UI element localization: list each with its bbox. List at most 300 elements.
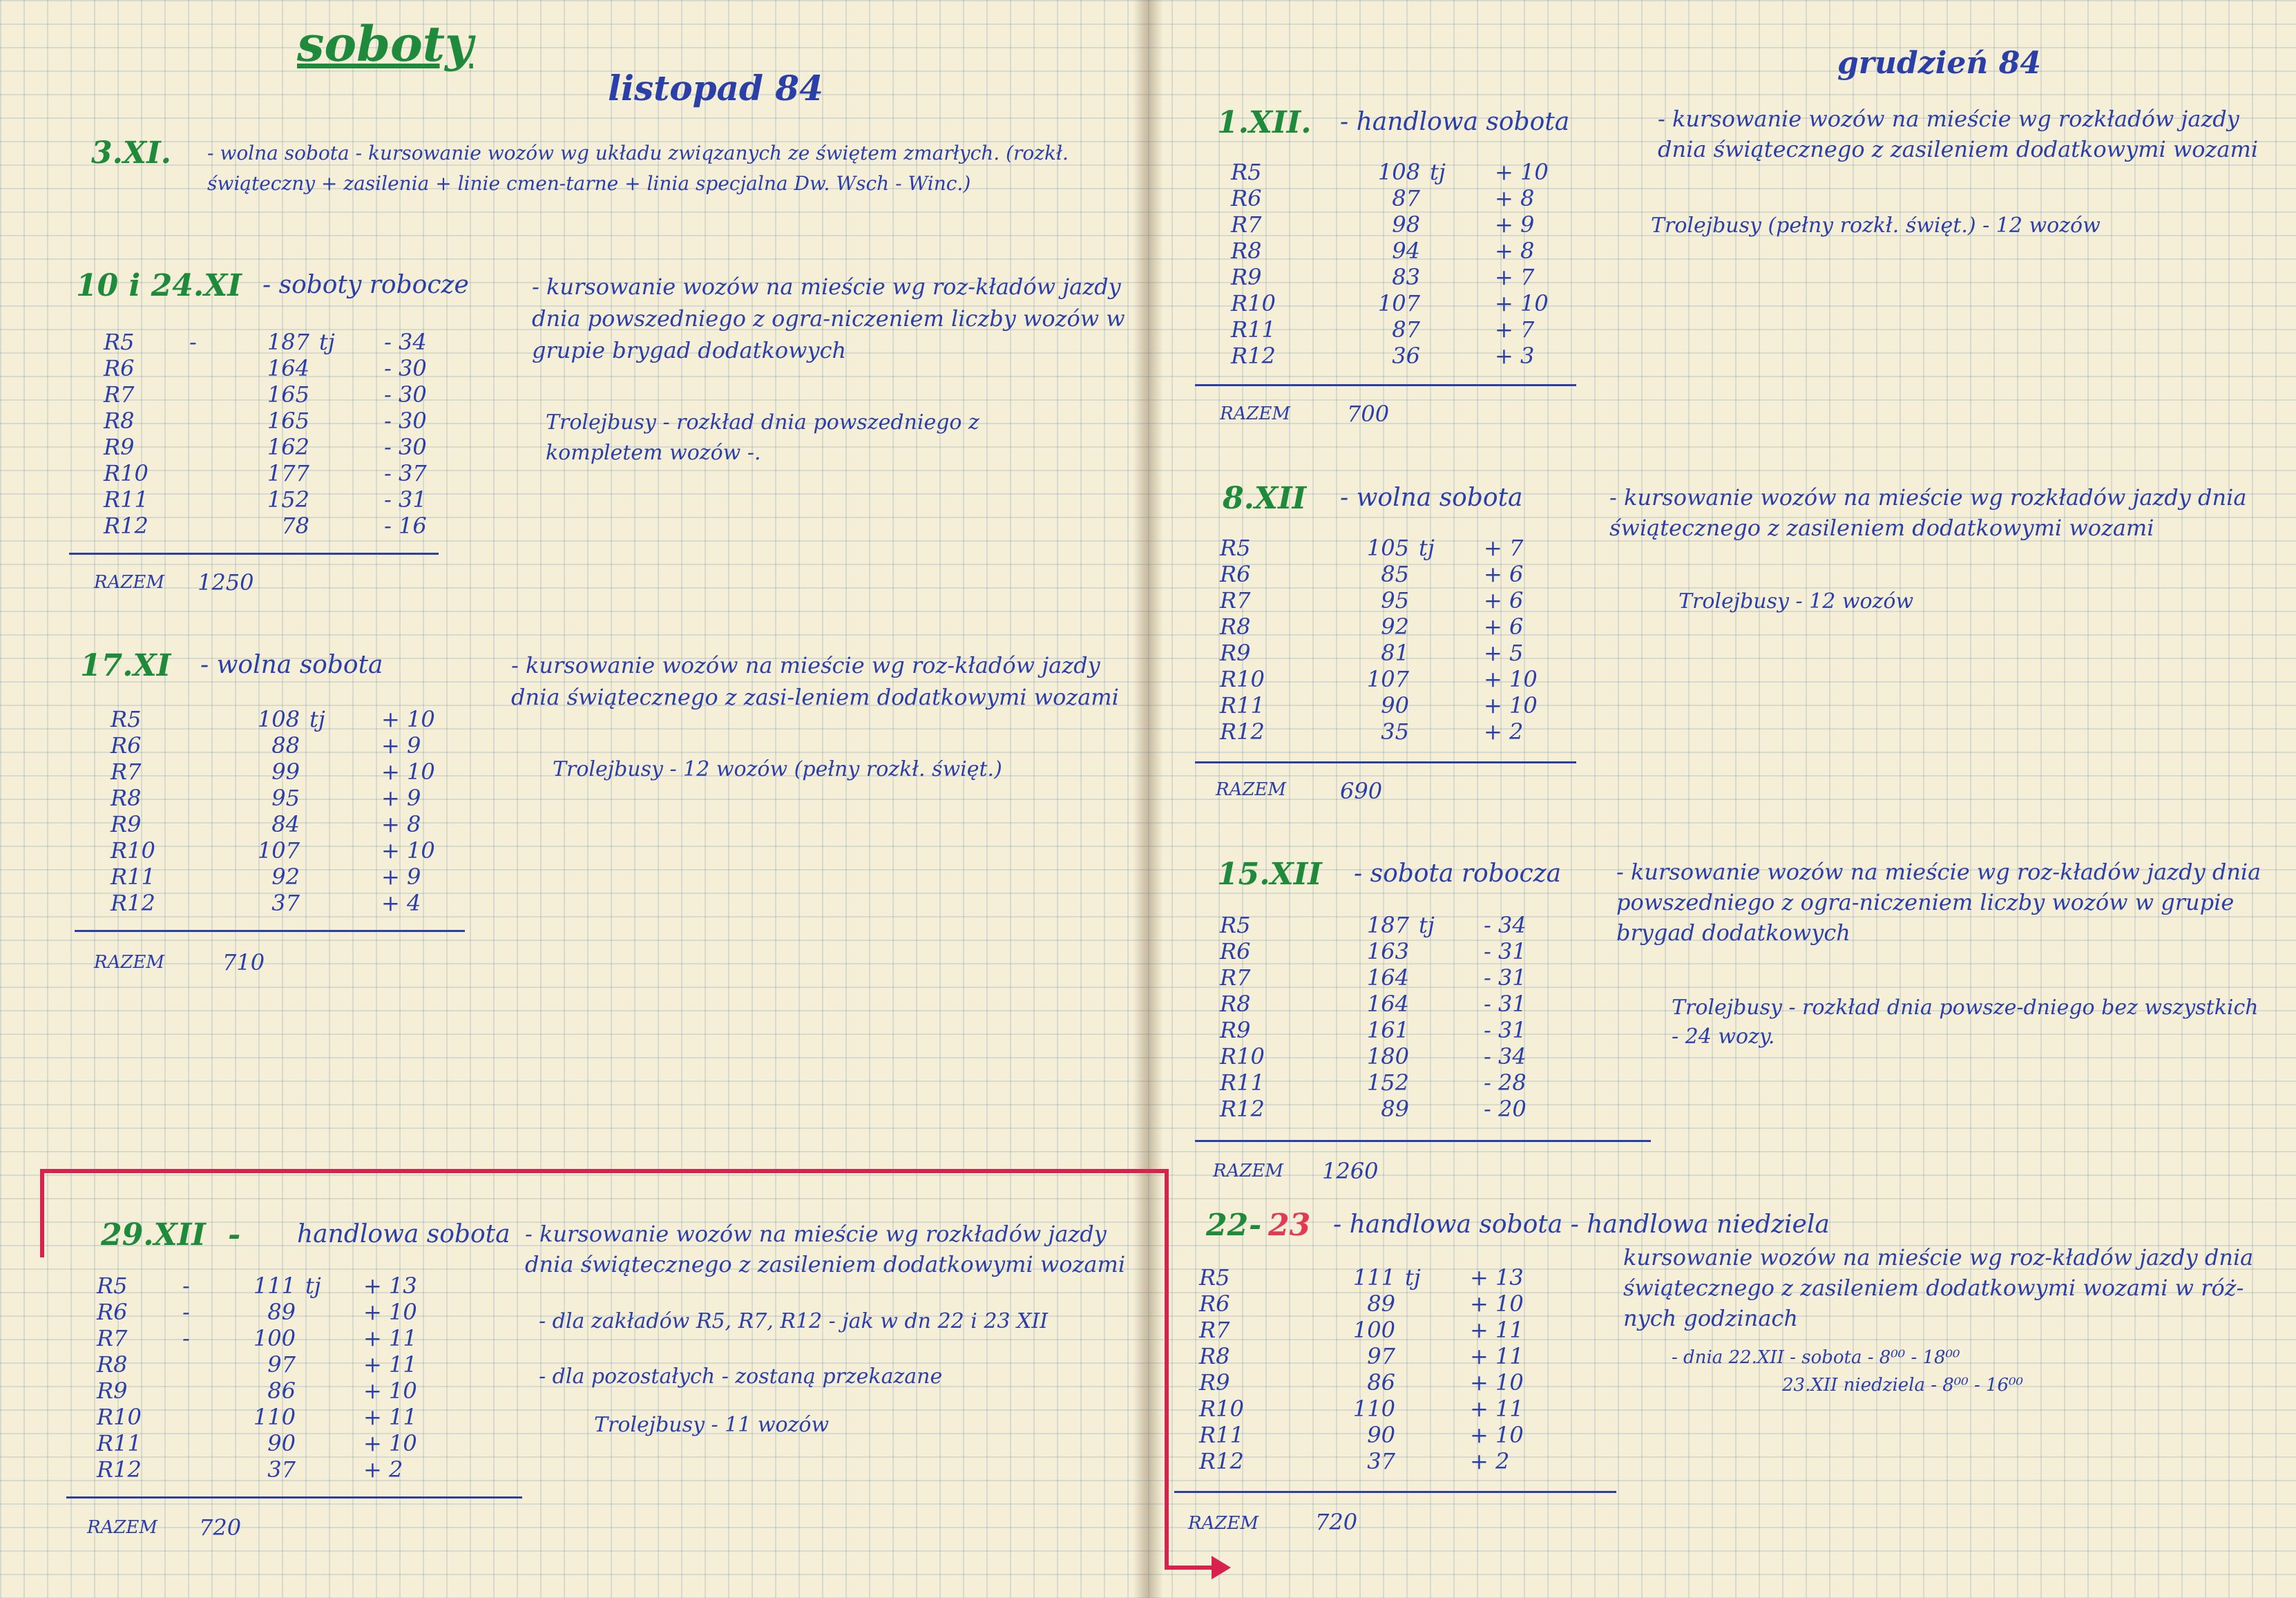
table-row bbox=[104, 434, 456, 460]
date-3-xi: 3.XI. bbox=[91, 135, 171, 171]
table-row bbox=[104, 381, 456, 408]
table-rule bbox=[75, 930, 465, 932]
cell-d: - 28 bbox=[1484, 1069, 1527, 1096]
cell-r: R11 bbox=[1231, 316, 1276, 343]
cell-r: R5 bbox=[104, 329, 135, 355]
cell-tj bbox=[1419, 1017, 1484, 1043]
page-title: soboty bbox=[297, 15, 473, 73]
month-heading-november: listopad 84 bbox=[608, 68, 823, 108]
cell-d: + 10 bbox=[1495, 290, 1549, 316]
trolley-10-24-xi: Trolejbusy - rozkład dnia powszedniego z kompletem wozów -. bbox=[546, 410, 979, 465]
table-row bbox=[111, 811, 460, 837]
table-29-xii bbox=[97, 1273, 442, 1483]
cell-r: R6 bbox=[1220, 938, 1251, 964]
cell-d: + 11 bbox=[363, 1325, 417, 1351]
note-22-23: kursowanie wozów na mieście wg roz-kładów jazdy dnia świątecznego z zasileniem dodatkowymi wozami w róż-nych godzinach bbox=[1623, 1244, 2254, 1331]
total-label: RAZEM bbox=[87, 1517, 158, 1538]
cell-d: - 30 bbox=[384, 355, 427, 381]
cell-d: + 11 bbox=[1470, 1343, 1524, 1369]
table-row bbox=[1220, 1069, 1562, 1096]
cell-tj bbox=[309, 811, 381, 837]
table-row bbox=[1220, 613, 1556, 640]
cell-d: - 31 bbox=[1484, 964, 1527, 991]
cell-r: R9 bbox=[1220, 1017, 1251, 1043]
cell-n: 107 bbox=[1366, 666, 1409, 692]
cell-tj bbox=[1405, 1422, 1470, 1448]
cell-dash bbox=[189, 486, 233, 513]
cell-n: 162 bbox=[267, 434, 309, 460]
table-row bbox=[1231, 343, 1567, 369]
cell-r: R5 bbox=[1220, 912, 1251, 938]
cell-tj bbox=[319, 408, 384, 434]
table-row bbox=[1199, 1448, 1549, 1474]
cell-tj bbox=[309, 732, 381, 759]
table-row bbox=[97, 1273, 442, 1299]
cell-r: R5 bbox=[111, 706, 142, 732]
total-label: RAZEM bbox=[1216, 779, 1287, 800]
cell-d: - 16 bbox=[384, 513, 427, 539]
cell-r: R10 bbox=[104, 460, 149, 486]
cell-n: 180 bbox=[1366, 1043, 1409, 1069]
cell-r: R10 bbox=[1220, 1043, 1265, 1069]
cell-d: + 10 bbox=[1484, 666, 1538, 692]
note-10-24-xi: - kursowanie wozów na mieście wg roz-kładów jazdy dnia powszedniego z ogra-niczeniem liczby wozów w grupie brygad dodatkowych bbox=[532, 274, 1125, 363]
cell-tj bbox=[1419, 1043, 1484, 1069]
cell-tj bbox=[309, 759, 381, 785]
table-row bbox=[104, 408, 456, 434]
table-row bbox=[1220, 587, 1556, 613]
cell-r: R6 bbox=[97, 1299, 128, 1325]
cell-n: 177 bbox=[267, 460, 309, 486]
table-row bbox=[111, 732, 460, 759]
note-17-xi: - kursowanie wozów na mieście wg roz-kładów jazdy dnia świątecznego z zasi-leniem dodatkowymi wozami bbox=[511, 652, 1119, 710]
cell-tj bbox=[319, 486, 384, 513]
cell-n: 89 bbox=[267, 1299, 296, 1325]
cell-r: R11 bbox=[1220, 1069, 1265, 1096]
cell-dash bbox=[189, 434, 233, 460]
cell-dash bbox=[182, 1456, 220, 1483]
total-value: 710 bbox=[222, 949, 265, 976]
note-29-xii: - kursowanie wozów na mieście wg rozkładów jazdy dnia świątecznego z zasileniem dodatkowymi wozami bbox=[525, 1221, 1126, 1277]
table-row bbox=[1220, 561, 1556, 587]
red-bracket-left bbox=[40, 1169, 44, 1257]
cell-n: 90 bbox=[1367, 1422, 1395, 1448]
cell-n: 164 bbox=[1366, 964, 1409, 991]
bullet-29-xii-2: - dla pozostałych - zostaną przekazane bbox=[539, 1364, 943, 1389]
table-17-xi bbox=[111, 706, 460, 916]
table-row bbox=[97, 1378, 442, 1404]
cell-tj bbox=[1419, 991, 1484, 1017]
cell-r: R9 bbox=[97, 1378, 128, 1404]
note-8-xii: - kursowanie wozów na mieście wg rozkładów jazdy dnia świątecznego z zasileniem dodatkowymi wozami bbox=[1609, 484, 2247, 541]
table-row bbox=[1220, 1096, 1562, 1122]
cell-tj bbox=[1430, 211, 1495, 238]
note-1-xii: - kursowanie wozów na mieście wg rozkładów jazdy dnia świątecznego z zasileniem dodatkowymi wozami bbox=[1658, 106, 2259, 162]
cell-d: + 11 bbox=[1470, 1396, 1524, 1422]
table-row bbox=[1220, 938, 1562, 964]
cell-r: R12 bbox=[1231, 343, 1276, 369]
cell-r: R10 bbox=[111, 837, 155, 864]
table-row bbox=[1199, 1291, 1549, 1317]
cell-n: 85 bbox=[1381, 561, 1409, 587]
table-row bbox=[104, 460, 456, 486]
cell-r: R12 bbox=[1199, 1448, 1244, 1474]
table-row bbox=[111, 785, 460, 811]
cell-n: 90 bbox=[267, 1430, 296, 1456]
cell-tj bbox=[305, 1325, 363, 1351]
cell-tj bbox=[309, 864, 381, 890]
label-8-xii: - wolna sobota bbox=[1340, 484, 1523, 512]
cell-r: R8 bbox=[97, 1351, 128, 1378]
cell-dash: - bbox=[182, 1273, 190, 1299]
cell-tj bbox=[1430, 316, 1495, 343]
cell-tj bbox=[1419, 1069, 1484, 1096]
cell-tj bbox=[1419, 964, 1484, 991]
cell-tj bbox=[1419, 613, 1484, 640]
total-value: 700 bbox=[1347, 401, 1390, 427]
cell-d: - 30 bbox=[384, 381, 427, 408]
cell-r: R12 bbox=[1220, 1096, 1265, 1122]
cell-r: R7 bbox=[111, 759, 142, 785]
cell-tj bbox=[305, 1378, 363, 1404]
cell-d: + 7 bbox=[1484, 535, 1524, 561]
cell-n: 98 bbox=[1392, 211, 1420, 238]
total-value: 1260 bbox=[1322, 1158, 1379, 1184]
cell-d: + 9 bbox=[381, 732, 421, 759]
cell-n: 165 bbox=[267, 408, 309, 434]
cell-dash: - bbox=[182, 1325, 190, 1351]
cell-tj bbox=[305, 1430, 363, 1456]
table-row bbox=[111, 759, 460, 785]
table-row bbox=[1231, 316, 1567, 343]
label-22-23: - handlowa sobota - handlowa niedziela bbox=[1333, 1210, 1830, 1239]
cell-r: R7 bbox=[1220, 964, 1251, 991]
date-17-xi: 17.XI bbox=[80, 648, 171, 683]
cell-n: 83 bbox=[1392, 264, 1420, 290]
cell-n: 108 bbox=[1377, 159, 1420, 185]
cell-tj bbox=[1405, 1369, 1470, 1396]
date-sep: - bbox=[1249, 1208, 1262, 1243]
date-10-24-xi: 10 i 24.XI bbox=[76, 268, 242, 303]
table-row bbox=[97, 1430, 442, 1456]
table-row bbox=[1220, 912, 1562, 938]
cell-n: 84 bbox=[271, 811, 300, 837]
date-29-xii: 29.XII bbox=[101, 1217, 206, 1253]
table-row bbox=[1199, 1422, 1549, 1448]
cell-tj bbox=[1419, 666, 1484, 692]
cell-d: + 7 bbox=[1495, 264, 1535, 290]
cell-r: R5 bbox=[97, 1273, 128, 1299]
cell-dash bbox=[189, 408, 233, 434]
label-10-24-xi: - soboty robocze bbox=[262, 271, 469, 299]
table-row bbox=[1220, 1017, 1562, 1043]
cell-r: R9 bbox=[1220, 640, 1251, 666]
cell-d: + 10 bbox=[363, 1378, 417, 1404]
cell-d: - 31 bbox=[1484, 991, 1527, 1017]
table-row bbox=[104, 355, 456, 381]
cell-tj bbox=[1419, 1096, 1484, 1122]
red-bracket-top bbox=[40, 1169, 1169, 1173]
cell-tj bbox=[1419, 561, 1484, 587]
cell-n: 108 bbox=[257, 706, 300, 732]
date-22: 22 bbox=[1206, 1208, 1249, 1243]
label-29-xii: handlowa sobota bbox=[297, 1220, 510, 1248]
cell-r: R8 bbox=[111, 785, 142, 811]
cell-r: R10 bbox=[1199, 1396, 1244, 1422]
table-row bbox=[1220, 964, 1562, 991]
cell-r: R6 bbox=[104, 355, 135, 381]
cell-d: + 10 bbox=[363, 1299, 417, 1325]
cell-r: R5 bbox=[1231, 159, 1262, 185]
table-row bbox=[1231, 211, 1567, 238]
cell-d: + 10 bbox=[1470, 1291, 1524, 1317]
cell-n: 35 bbox=[1381, 719, 1409, 745]
cell-d: + 10 bbox=[1470, 1422, 1524, 1448]
cell-r: R9 bbox=[111, 811, 142, 837]
cell-n: 95 bbox=[1381, 587, 1409, 613]
cell-n: 92 bbox=[271, 864, 300, 890]
cell-n: 100 bbox=[253, 1325, 296, 1351]
cell-dash bbox=[182, 1404, 220, 1430]
bullet-29-xii-1: - dla zakładów R5, R7, R12 - jak w dn 22 i 23 XII bbox=[539, 1309, 1049, 1333]
cell-n: 110 bbox=[253, 1404, 296, 1430]
table-row bbox=[1220, 640, 1556, 666]
cell-tj: tj bbox=[305, 1273, 321, 1299]
cell-n: 107 bbox=[257, 837, 300, 864]
cell-tj bbox=[1419, 692, 1484, 719]
table-rule bbox=[1174, 1491, 1616, 1493]
cell-d: - 34 bbox=[384, 329, 427, 355]
table-row bbox=[111, 706, 460, 732]
date-23: 23 bbox=[1268, 1208, 1311, 1243]
cell-n: 92 bbox=[1381, 613, 1409, 640]
trolley-15-xii: Trolejbusy - rozkład dnia powsze-dniego bez wszystkich - 24 wozy. bbox=[1672, 996, 2259, 1049]
cell-d: - 20 bbox=[1484, 1096, 1527, 1122]
cell-r: R11 bbox=[104, 486, 149, 513]
cell-tj bbox=[1430, 343, 1495, 369]
cell-r: R12 bbox=[104, 513, 149, 539]
cell-d: - 31 bbox=[1484, 938, 1527, 964]
cell-r: R9 bbox=[1199, 1369, 1230, 1396]
total-label: RAZEM bbox=[94, 952, 165, 973]
cell-d: + 10 bbox=[381, 837, 435, 864]
cell-r: R6 bbox=[1231, 185, 1262, 211]
red-arrow-head-icon bbox=[1212, 1556, 1231, 1579]
cell-n: 99 bbox=[271, 759, 300, 785]
cell-r: R6 bbox=[111, 732, 142, 759]
cell-n: 95 bbox=[271, 785, 300, 811]
table-row bbox=[1220, 1043, 1562, 1069]
cell-tj bbox=[309, 890, 381, 916]
cell-n: 86 bbox=[1367, 1369, 1395, 1396]
cell-d: - 31 bbox=[1484, 1017, 1527, 1043]
cell-r: R6 bbox=[1199, 1291, 1230, 1317]
cell-r: R8 bbox=[1220, 991, 1251, 1017]
total-label: RAZEM bbox=[94, 572, 165, 593]
cell-r: R10 bbox=[97, 1404, 142, 1430]
cell-tj bbox=[305, 1456, 363, 1483]
cell-tj: tj bbox=[1419, 912, 1435, 938]
cell-tj bbox=[1430, 264, 1495, 290]
cell-n: 107 bbox=[1377, 290, 1420, 316]
table-row bbox=[111, 837, 460, 864]
table-22-23 bbox=[1199, 1264, 1549, 1474]
table-row bbox=[1231, 290, 1567, 316]
table-row bbox=[1231, 238, 1567, 264]
table-10-24-xi bbox=[104, 329, 456, 539]
time-23-xii: 23.XII niedziela - 8⁰⁰ - 16⁰⁰ bbox=[1782, 1375, 2023, 1396]
cell-dash bbox=[189, 460, 233, 486]
table-row bbox=[97, 1299, 442, 1325]
cell-n: 81 bbox=[1381, 640, 1409, 666]
total-value: 720 bbox=[199, 1514, 242, 1541]
cell-n: 86 bbox=[267, 1378, 296, 1404]
cell-n: 111 bbox=[1352, 1264, 1395, 1291]
note-3-xi: - wolna sobota - kursowanie wozów wg układu zwiqzanych ze świętem zmarłych. (rozkł. świąteczny + zasilenia + linie cmen-tarne + linia specjalna Dw. Wsch - Winc.) bbox=[207, 142, 1069, 195]
cell-r: R7 bbox=[1231, 211, 1262, 238]
time-22-xii: - dnia 22.XII - sobota - 8⁰⁰ - 18⁰⁰ bbox=[1672, 1347, 1960, 1368]
cell-dash bbox=[189, 513, 233, 539]
cell-n: 165 bbox=[267, 381, 309, 408]
cell-n: 89 bbox=[1381, 1096, 1409, 1122]
cell-n: 187 bbox=[1366, 912, 1409, 938]
table-row bbox=[97, 1456, 442, 1483]
table-row bbox=[1220, 692, 1556, 719]
cell-n: 97 bbox=[267, 1351, 296, 1378]
cell-d: + 9 bbox=[1495, 211, 1535, 238]
trolley-1-xii: Trolejbusy (pełny rozkł. święt.) - 12 wozów bbox=[1651, 213, 2101, 238]
table-row bbox=[1220, 666, 1556, 692]
cell-tj bbox=[1405, 1343, 1470, 1369]
cell-n: 164 bbox=[1366, 991, 1409, 1017]
total-value: 690 bbox=[1340, 778, 1383, 804]
cell-r: R8 bbox=[104, 408, 135, 434]
cell-n: 152 bbox=[267, 486, 309, 513]
cell-r: R7 bbox=[1220, 587, 1251, 613]
table-row bbox=[1220, 991, 1562, 1017]
cell-d: + 5 bbox=[1484, 640, 1524, 666]
table-rule bbox=[1195, 1140, 1651, 1142]
cell-tj bbox=[1405, 1317, 1470, 1343]
cell-r: R11 bbox=[97, 1430, 142, 1456]
cell-r: R8 bbox=[1199, 1343, 1230, 1369]
cell-d: - 30 bbox=[384, 434, 427, 460]
cell-n: 37 bbox=[1367, 1448, 1395, 1474]
cell-dash bbox=[182, 1351, 220, 1378]
cell-dash bbox=[182, 1378, 220, 1404]
table-row bbox=[1231, 264, 1567, 290]
label-1-xii: - handlowa sobota bbox=[1340, 108, 1570, 136]
cell-tj bbox=[319, 381, 384, 408]
cell-r: R7 bbox=[97, 1325, 128, 1351]
cell-r: R9 bbox=[1231, 264, 1262, 290]
table-rule bbox=[66, 1496, 522, 1499]
cell-d: + 10 bbox=[1484, 692, 1538, 719]
cell-n: 105 bbox=[1366, 535, 1409, 561]
cell-tj bbox=[1405, 1396, 1470, 1422]
cell-d: + 2 bbox=[1470, 1448, 1510, 1474]
cell-tj bbox=[1419, 719, 1484, 745]
cell-d: + 11 bbox=[363, 1351, 417, 1378]
date-1-xii: 1.XII. bbox=[1217, 105, 1312, 140]
cell-tj: tj bbox=[309, 706, 325, 732]
table-rule bbox=[1195, 761, 1576, 763]
cell-r: R11 bbox=[1220, 692, 1265, 719]
label-15-xii: - sobota robocza bbox=[1354, 859, 1562, 888]
cell-r: R5 bbox=[1199, 1264, 1230, 1291]
trolley-8-xii: Trolejbusy - 12 wozów bbox=[1678, 589, 1914, 613]
cell-n: 187 bbox=[267, 329, 309, 355]
cell-tj: tj bbox=[1419, 535, 1435, 561]
total-value: 1250 bbox=[198, 569, 254, 596]
cell-n: 164 bbox=[267, 355, 309, 381]
table-row bbox=[111, 890, 460, 916]
cell-d: + 7 bbox=[1495, 316, 1535, 343]
cell-tj: tj bbox=[1430, 159, 1446, 185]
cell-d: + 9 bbox=[381, 785, 421, 811]
cell-d: - 34 bbox=[1484, 1043, 1527, 1069]
cell-dash: - bbox=[182, 1299, 190, 1325]
cell-d: + 9 bbox=[381, 864, 421, 890]
cell-r: R8 bbox=[1231, 238, 1262, 264]
table-1-xii bbox=[1231, 159, 1567, 369]
month-heading-december: grudzień 84 bbox=[1837, 46, 2041, 81]
trolley-29-xii: Trolejbusy - 11 wozów bbox=[594, 1413, 830, 1437]
label-17-xi: - wolna sobota bbox=[200, 651, 383, 679]
cell-r: R12 bbox=[1220, 719, 1265, 745]
cell-d: + 13 bbox=[1470, 1264, 1524, 1291]
cell-d: + 4 bbox=[381, 890, 421, 916]
notebook-spine bbox=[1133, 0, 1163, 1598]
cell-n: 88 bbox=[271, 732, 300, 759]
note-15-xii: - kursowanie wozów na mieście wg roz-kładów jazdy dnia powszedniego z ogra-niczeniem liczby wozów w grupie brygad dodatkowych bbox=[1616, 859, 2261, 946]
cell-d: + 13 bbox=[363, 1273, 417, 1299]
table-row bbox=[1199, 1264, 1549, 1291]
cell-r: R5 bbox=[1220, 535, 1251, 561]
cell-d: + 6 bbox=[1484, 587, 1524, 613]
cell-d: + 6 bbox=[1484, 613, 1524, 640]
red-bracket-right bbox=[1165, 1169, 1169, 1570]
table-row bbox=[97, 1351, 442, 1378]
cell-r: R10 bbox=[1220, 666, 1265, 692]
table-row bbox=[1231, 159, 1567, 185]
cell-tj bbox=[319, 434, 384, 460]
table-row bbox=[1220, 535, 1556, 561]
cell-r: R9 bbox=[104, 434, 135, 460]
cell-d: - 37 bbox=[384, 460, 427, 486]
cell-d: + 10 bbox=[1470, 1369, 1524, 1396]
cell-n: 87 bbox=[1392, 185, 1420, 211]
cell-n: 152 bbox=[1366, 1069, 1409, 1096]
cell-n: 37 bbox=[271, 890, 300, 916]
table-row bbox=[1231, 185, 1567, 211]
total-label: RAZEM bbox=[1188, 1513, 1259, 1534]
cell-tj bbox=[305, 1404, 363, 1430]
cell-n: 111 bbox=[253, 1273, 296, 1299]
cell-r: R8 bbox=[1220, 613, 1251, 640]
table-rule bbox=[1195, 384, 1576, 386]
table-15-xii bbox=[1220, 912, 1562, 1122]
cell-n: 37 bbox=[267, 1456, 296, 1483]
trolley-17-xi: Trolejbusy - 12 wozów (pełny rozkł. święt.) bbox=[553, 757, 1002, 781]
cell-tj bbox=[1430, 238, 1495, 264]
cell-n: 161 bbox=[1366, 1017, 1409, 1043]
cell-r: R6 bbox=[1220, 561, 1251, 587]
table-row bbox=[97, 1325, 442, 1351]
cell-tj: tj bbox=[319, 329, 335, 355]
cell-d: - 31 bbox=[384, 486, 427, 513]
date-15-xii: 15.XII bbox=[1217, 857, 1322, 892]
